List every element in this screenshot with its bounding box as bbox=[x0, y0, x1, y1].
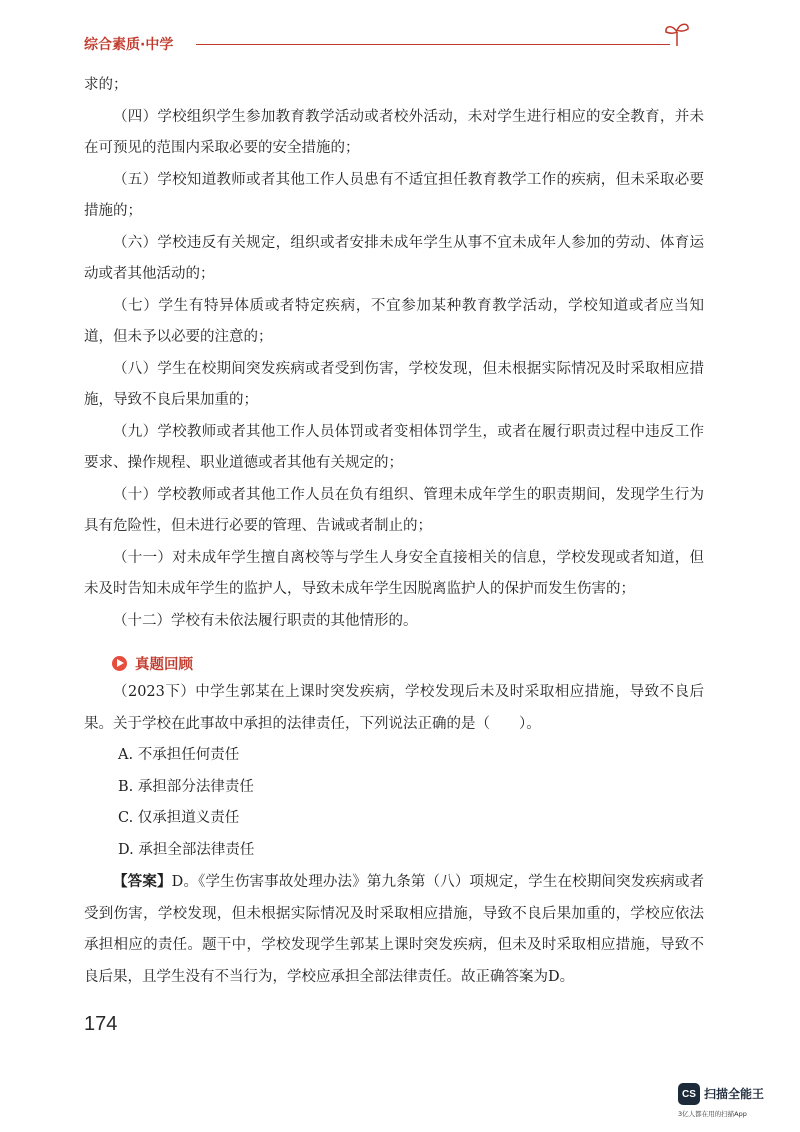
camscanner-logo-icon: CS bbox=[678, 1083, 700, 1105]
paragraph: （十一）对未成年学生擅自离校等与学生人身安全直接相关的信息，学校发现或者知道，但未及时告知未成年学生的监护人，导致未成年学生因脱离监护人的保护而发生伤害的； bbox=[84, 549, 704, 597]
answer-explanation bbox=[84, 866, 704, 993]
question-stem: （2023下）中学生郭某在上课时突发疾病，学校发现后未及时采取相应措施，导致不良后果。关于学校在此事故中承担的法律责任，下列说法正确的是（ ）。 bbox=[84, 684, 704, 732]
answer-text: D。《学生伤害事故处理办法》第九条第（八）项规定，学生在校期间突发疾病或者受到伤害，学校发现，但未根据实际情况及时采取相应措施，导致不良后果加重的，学校应依法承担相应的责任。题干中，学校发现学生郭某上课时突发疾病，但未及时采取相应措施，导致不良后果，且学生没有不当行为，学校应承担全部法律责任。故正确答案为D。 bbox=[84, 874, 705, 985]
answer-tag: 【答案】 bbox=[113, 873, 172, 890]
paragraph: （十）学校教师或者其他工作人员在负有组织、管理未成年学生的职责期间，发现学生行为具有危险性，但未进行必要的管理、告诫或者制止的； bbox=[84, 486, 704, 534]
paragraph: （四）学校组织学生参加教育教学活动或者校外活动，未对学生进行相应的安全教育，并未在可预见的范围内采取必要的安全措施的； bbox=[84, 108, 704, 156]
review-section-heading bbox=[84, 649, 704, 677]
paragraph: （五）学校知道教师或者其他工作人员患有不适宜担任教育教学工作的疾病，但未采取必要措施的； bbox=[84, 171, 704, 219]
paragraph: 求的； bbox=[84, 77, 128, 93]
paragraph: （六）学校违反有关规定，组织或者安排未成年学生从事不宜未成年人参加的劳动、体育运动或者其他活动的； bbox=[84, 234, 704, 282]
play-circle-icon bbox=[112, 656, 127, 671]
paragraph: （八）学生在校期间突发疾病或者受到伤害，学校发现，但未根据实际情况及时采取相应措施，导致不良后果加重的； bbox=[84, 360, 704, 408]
header-rule bbox=[196, 44, 670, 45]
paragraph: （十二）学校有未依法履行职责的其他情形的。 bbox=[113, 612, 418, 629]
option-c: C. 仅承担道义责任 bbox=[118, 810, 240, 826]
paragraph: （九）学校教师或者其他工作人员体罚或者变相体罚学生，或者在履行职责过程中违反工作要求、操作规程、职业道德或者其他有关规定的； bbox=[84, 423, 704, 471]
sprout-icon bbox=[662, 18, 692, 48]
review-heading-label: 真题回顾 bbox=[135, 656, 193, 673]
watermark-subtitle: 3亿人都在用的扫描App bbox=[678, 1110, 747, 1118]
paragraph: （七）学生有特异体质或者特定疾病，不宜参加某种教育教学活动，学校知道或者应当知道，但未予以必要的注意的； bbox=[84, 297, 704, 345]
running-header-title: 综合素质·中学 bbox=[84, 37, 174, 53]
option-a: A. 不承担任何责任 bbox=[118, 747, 240, 763]
page-number: 174 bbox=[84, 1013, 118, 1035]
scanner-watermark bbox=[678, 1083, 790, 1123]
option-d: D. 承担全部法律责任 bbox=[118, 841, 255, 858]
watermark-title: 扫描全能王 bbox=[704, 1087, 765, 1101]
page-body bbox=[84, 70, 704, 993]
option-b: B. 承担部分法律责任 bbox=[118, 778, 254, 795]
